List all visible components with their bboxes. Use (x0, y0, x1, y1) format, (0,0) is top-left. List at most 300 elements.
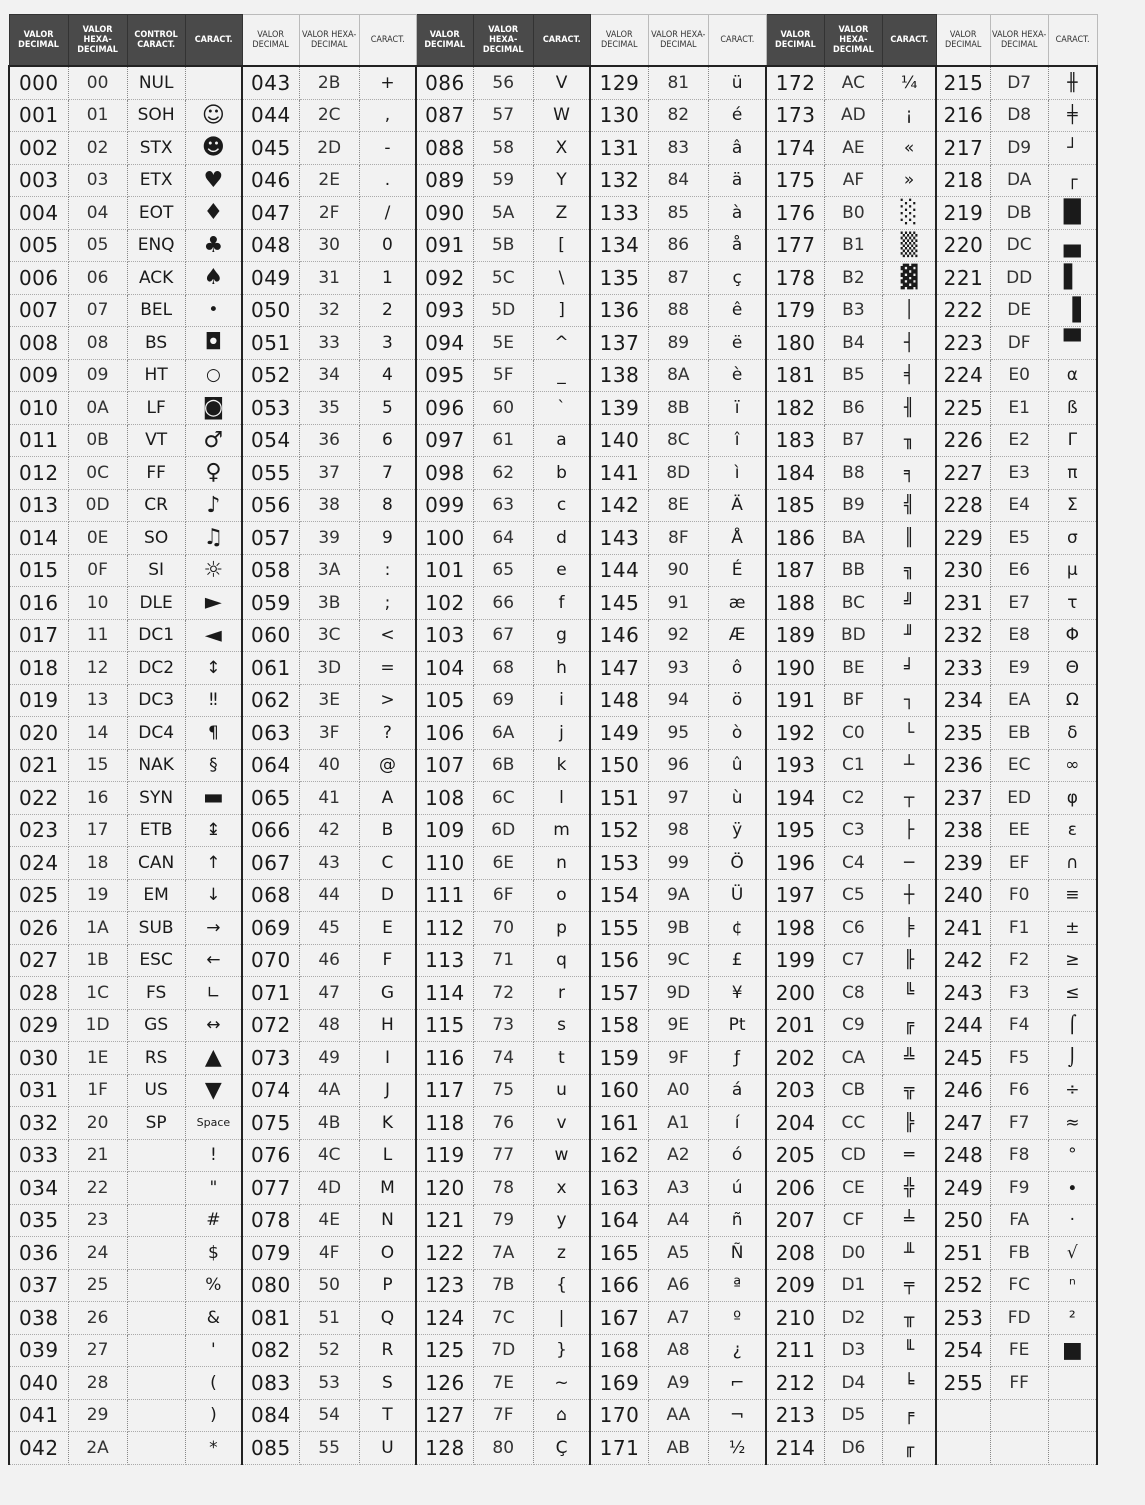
cell-hex: 83 (648, 132, 708, 165)
cell-hex: 58 (473, 132, 533, 165)
cell-hex: DC (990, 229, 1048, 262)
cell-chr: ╢ (882, 392, 936, 425)
cell-chr: ╧ (882, 1204, 936, 1237)
cell-chr: , (359, 99, 416, 132)
cell-dec: 207 (766, 1204, 824, 1237)
cell-dec: 250 (936, 1204, 990, 1237)
cell-chr: ¢ (708, 912, 766, 945)
cell-dec: 068 (242, 879, 299, 912)
cell-dec: 024 (9, 847, 68, 880)
cell-chr: ε (1048, 814, 1097, 847)
cell-chr: ╕ (882, 457, 936, 490)
cell-dec: 191 (766, 684, 824, 717)
cell-chr: Φ (1048, 619, 1097, 652)
cell-chr: π (1048, 457, 1097, 490)
cell-chr: û (708, 749, 766, 782)
cell-ctl: CAN (127, 847, 185, 880)
cell-dec: 165 (590, 1237, 648, 1270)
cell-chr: - (359, 132, 416, 165)
cell-dec: 037 (9, 1269, 68, 1302)
cell-chr: → (185, 912, 242, 945)
cell-dec: 101 (416, 554, 473, 587)
cell-dec: 088 (416, 132, 473, 165)
cell-hex: BB (824, 554, 882, 587)
cell-dec: 064 (242, 749, 299, 782)
cell-chr: ² (1048, 1302, 1097, 1335)
cell-hex: C5 (824, 879, 882, 912)
cell-dec: 205 (766, 1139, 824, 1172)
cell-hex: 50 (299, 1269, 359, 1302)
cell-ctl: GS (127, 1009, 185, 1042)
cell-hex: 0E (68, 522, 127, 555)
cell-hex: FA (990, 1204, 1048, 1237)
cell-hex: 49 (299, 1042, 359, 1075)
cell-hex: D7 (990, 66, 1048, 99)
cell-chr: ▓ (882, 262, 936, 295)
table-row (9, 262, 1097, 295)
cell-hex: 89 (648, 327, 708, 360)
cell-hex: C8 (824, 977, 882, 1010)
cell-hex: 0A (68, 392, 127, 425)
cell-ctl (127, 1399, 185, 1432)
cell-chr: ▌ (1048, 262, 1097, 295)
cell-chr: Space (185, 1107, 242, 1140)
cell-dec: 249 (936, 1172, 990, 1205)
cell-dec: 044 (242, 99, 299, 132)
cell-chr: ë (708, 327, 766, 360)
cell-hex: AE (824, 132, 882, 165)
cell-chr: ÷ (1048, 1074, 1097, 1107)
cell-dec: 184 (766, 457, 824, 490)
cell-ctl: ETB (127, 814, 185, 847)
cell-chr: X (533, 132, 590, 165)
cell-chr: 8 (359, 489, 416, 522)
cell-hex: 05 (68, 229, 127, 262)
cell-chr: r (533, 977, 590, 1010)
cell-chr: Ü (708, 879, 766, 912)
cell-dec: 156 (590, 944, 648, 977)
cell-chr: c (533, 489, 590, 522)
cell-dec: 174 (766, 132, 824, 165)
table-row (9, 587, 1097, 620)
cell-hex: 9D (648, 977, 708, 1010)
cell-chr: E (359, 912, 416, 945)
cell-dec: 124 (416, 1302, 473, 1335)
cell-hex: 65 (473, 554, 533, 587)
cell-hex: 40 (299, 749, 359, 782)
cell-dec: 049 (242, 262, 299, 295)
cell-ctl: DC2 (127, 652, 185, 685)
cell-dec: 005 (9, 229, 68, 262)
cell-dec: 201 (766, 1009, 824, 1042)
cell-dec: 112 (416, 912, 473, 945)
cell-chr: æ (708, 587, 766, 620)
cell-dec: 065 (242, 782, 299, 815)
cell-hex: BC (824, 587, 882, 620)
cell-dec: 147 (590, 652, 648, 685)
cell-dec: 081 (242, 1302, 299, 1335)
cell-dec: 074 (242, 1074, 299, 1107)
table-row (9, 229, 1097, 262)
cell-chr: ú (708, 1172, 766, 1205)
cell-chr: ▒ (882, 229, 936, 262)
cell-hex: C1 (824, 749, 882, 782)
cell-dec: 172 (766, 66, 824, 99)
header-hex-6: VALOR HEXA- DECIMAL (990, 15, 1048, 67)
cell-hex: 5B (473, 229, 533, 262)
cell-hex: 0D (68, 489, 127, 522)
cell-hex: EA (990, 684, 1048, 717)
cell-chr: ┬ (882, 782, 936, 815)
cell-dec: 167 (590, 1302, 648, 1335)
header-hex-1: VALOR HEXA- DECIMAL (68, 15, 127, 67)
cell-hex: DF (990, 327, 1048, 360)
cell-dec: 255 (936, 1367, 990, 1400)
cell-dec: 106 (416, 717, 473, 750)
cell-chr (1048, 1367, 1097, 1400)
table-row (9, 814, 1097, 847)
cell-ctl: EM (127, 879, 185, 912)
cell-hex: 04 (68, 197, 127, 230)
cell-chr: ç (708, 262, 766, 295)
cell-chr: · (1048, 1204, 1097, 1237)
cell-chr: └ (882, 717, 936, 750)
cell-chr: ≡ (1048, 879, 1097, 912)
cell-chr: ^ (533, 327, 590, 360)
cell-hex: 72 (473, 977, 533, 1010)
table-row (9, 1269, 1097, 1302)
cell-dec: 247 (936, 1107, 990, 1140)
cell-hex: F6 (990, 1074, 1048, 1107)
cell-chr: ■ (1048, 1334, 1097, 1367)
cell-hex: 3D (299, 652, 359, 685)
cell-hex: 53 (299, 1367, 359, 1400)
cell-dec: 054 (242, 424, 299, 457)
cell-ctl: ESC (127, 944, 185, 977)
cell-dec: 000 (9, 66, 68, 99)
cell-hex: B2 (824, 262, 882, 295)
cell-dec: 218 (936, 164, 990, 197)
cell-dec: 234 (936, 684, 990, 717)
cell-chr: Æ (708, 619, 766, 652)
cell-chr: ù (708, 782, 766, 815)
cell-dec: 210 (766, 1302, 824, 1335)
cell-ctl: ACK (127, 262, 185, 295)
cell-chr: ♀ (185, 457, 242, 490)
cell-hex: F2 (990, 944, 1048, 977)
table-row (9, 717, 1097, 750)
cell-hex: 9C (648, 944, 708, 977)
cell-chr: ├ (882, 814, 936, 847)
cell-hex: D1 (824, 1269, 882, 1302)
cell-hex: 82 (648, 99, 708, 132)
cell-chr: h (533, 652, 590, 685)
cell-dec: 090 (416, 197, 473, 230)
cell-hex: 6B (473, 749, 533, 782)
cell-hex: A2 (648, 1139, 708, 1172)
cell-chr: l (533, 782, 590, 815)
cell-dec: 145 (590, 587, 648, 620)
cell-dec: 066 (242, 814, 299, 847)
cell-chr: Θ (1048, 652, 1097, 685)
cell-chr: Ç (533, 1432, 590, 1465)
cell-hex: 79 (473, 1204, 533, 1237)
table-row (9, 522, 1097, 555)
cell-chr: t (533, 1042, 590, 1075)
cell-dec: 222 (936, 294, 990, 327)
cell-ctl (127, 1302, 185, 1335)
cell-dec: 099 (416, 489, 473, 522)
cell-chr: ╡ (882, 359, 936, 392)
cell-ctl: STX (127, 132, 185, 165)
cell-chr: G (359, 977, 416, 1010)
cell-chr: i (533, 684, 590, 717)
cell-dec: 067 (242, 847, 299, 880)
cell-dec: 133 (590, 197, 648, 230)
cell-dec: 123 (416, 1269, 473, 1302)
cell-hex: 37 (299, 457, 359, 490)
cell-hex: 1B (68, 944, 127, 977)
cell-hex: 84 (648, 164, 708, 197)
table-row (9, 1399, 1097, 1432)
cell-hex: 68 (473, 652, 533, 685)
cell-dec: 032 (9, 1107, 68, 1140)
cell-dec: 012 (9, 457, 68, 490)
cell-hex: 2D (299, 132, 359, 165)
cell-hex: 7A (473, 1237, 533, 1270)
cell-ctl: BS (127, 327, 185, 360)
cell-chr: µ (1048, 554, 1097, 587)
cell-dec: 159 (590, 1042, 648, 1075)
cell-chr: ♥ (185, 164, 242, 197)
cell-dec: 052 (242, 359, 299, 392)
cell-dec: 113 (416, 944, 473, 977)
cell-chr: º (708, 1302, 766, 1335)
cell-dec: 238 (936, 814, 990, 847)
cell-hex: 9A (648, 879, 708, 912)
cell-chr: ☺ (185, 99, 242, 132)
cell-chr: ╪ (1048, 99, 1097, 132)
cell-hex: BF (824, 684, 882, 717)
cell-chr: ╣ (882, 489, 936, 522)
cell-chr: d (533, 522, 590, 555)
cell-hex: 8A (648, 359, 708, 392)
cell-hex: 92 (648, 619, 708, 652)
cell-chr: 5 (359, 392, 416, 425)
cell-dec: 063 (242, 717, 299, 750)
cell-chr: ⌐ (708, 1367, 766, 1400)
cell-chr: ╖ (882, 424, 936, 457)
cell-dec: 213 (766, 1399, 824, 1432)
cell-dec: 002 (9, 132, 68, 165)
cell-chr: ) (185, 1399, 242, 1432)
cell-hex: 61 (473, 424, 533, 457)
cell-hex: 42 (299, 814, 359, 847)
cell-dec: 121 (416, 1204, 473, 1237)
cell-ctl: VT (127, 424, 185, 457)
cell-chr: ╛ (882, 652, 936, 685)
cell-dec: 093 (416, 294, 473, 327)
cell-chr (185, 66, 242, 99)
cell-dec: 085 (242, 1432, 299, 1465)
cell-dec: 137 (590, 327, 648, 360)
cell-hex: 44 (299, 879, 359, 912)
cell-hex: 8F (648, 522, 708, 555)
table-row (9, 392, 1097, 425)
cell-dec: 038 (9, 1302, 68, 1335)
cell-hex: 24 (68, 1237, 127, 1270)
cell-hex: 16 (68, 782, 127, 815)
cell-hex: CA (824, 1042, 882, 1075)
cell-hex: 21 (68, 1139, 127, 1172)
cell-chr: α (1048, 359, 1097, 392)
cell-hex: CE (824, 1172, 882, 1205)
cell-chr: ╥ (882, 1302, 936, 1335)
cell-chr: ± (1048, 912, 1097, 945)
cell-dec: 231 (936, 587, 990, 620)
cell-dec (936, 1432, 990, 1465)
cell-dec: 161 (590, 1107, 648, 1140)
cell-dec: 126 (416, 1367, 473, 1400)
table-row (9, 652, 1097, 685)
cell-dec: 007 (9, 294, 68, 327)
cell-chr: f (533, 587, 590, 620)
cell-chr: ò (708, 717, 766, 750)
cell-hex: 13 (68, 684, 127, 717)
cell-hex: 94 (648, 684, 708, 717)
cell-chr: ╚ (882, 977, 936, 1010)
cell-ctl: NUL (127, 66, 185, 99)
cell-hex: E3 (990, 457, 1048, 490)
cell-dec: 083 (242, 1367, 299, 1400)
cell-dec: 022 (9, 782, 68, 815)
cell-dec: 042 (9, 1432, 68, 1465)
cell-chr: " (185, 1172, 242, 1205)
cell-dec: 226 (936, 424, 990, 457)
cell-chr: â (708, 132, 766, 165)
cell-hex: 8E (648, 489, 708, 522)
cell-hex: 4A (299, 1074, 359, 1107)
cell-chr: ' (185, 1334, 242, 1367)
cell-chr: ½ (708, 1432, 766, 1465)
cell-dec: 212 (766, 1367, 824, 1400)
cell-hex: BD (824, 619, 882, 652)
header-chr-5: CARACT. (882, 15, 936, 67)
cell-dec: 233 (936, 652, 990, 685)
cell-hex: C3 (824, 814, 882, 847)
cell-chr: j (533, 717, 590, 750)
cell-chr: £ (708, 944, 766, 977)
table-row (9, 164, 1097, 197)
cell-hex: 6E (473, 847, 533, 880)
cell-chr: ╙ (882, 1334, 936, 1367)
cell-chr: δ (1048, 717, 1097, 750)
cell-dec: 108 (416, 782, 473, 815)
cell-dec: 089 (416, 164, 473, 197)
cell-dec: 092 (416, 262, 473, 295)
cell-dec: 097 (416, 424, 473, 457)
cell-dec: 163 (590, 1172, 648, 1205)
cell-chr: # (185, 1204, 242, 1237)
cell-ctl: CR (127, 489, 185, 522)
cell-dec: 230 (936, 554, 990, 587)
cell-hex: 8D (648, 457, 708, 490)
cell-ctl (127, 1237, 185, 1270)
cell-dec: 171 (590, 1432, 648, 1465)
cell-dec: 220 (936, 229, 990, 262)
cell-chr: ♣ (185, 229, 242, 262)
cell-dec: 029 (9, 1009, 68, 1042)
cell-hex: 6F (473, 879, 533, 912)
cell-hex: E9 (990, 652, 1048, 685)
cell-hex: 63 (473, 489, 533, 522)
cell-dec: 243 (936, 977, 990, 1010)
cell-dec: 151 (590, 782, 648, 815)
cell-hex: 87 (648, 262, 708, 295)
cell-dec: 232 (936, 619, 990, 652)
header-row (9, 15, 1097, 67)
cell-chr: ? (359, 717, 416, 750)
header-dec-4: VALOR DECIMAL (590, 15, 648, 67)
cell-hex: A5 (648, 1237, 708, 1270)
cell-hex (990, 1399, 1048, 1432)
header-hex-5: VALOR HEXA- DECIMAL (824, 15, 882, 67)
cell-dec: 095 (416, 359, 473, 392)
cell-dec: 003 (9, 164, 68, 197)
cell-dec: 194 (766, 782, 824, 815)
table-row (9, 457, 1097, 490)
cell-hex: FD (990, 1302, 1048, 1335)
cell-dec: 178 (766, 262, 824, 295)
table-row (9, 1334, 1097, 1367)
cell-dec: 225 (936, 392, 990, 425)
cell-hex: DD (990, 262, 1048, 295)
cell-hex: F3 (990, 977, 1048, 1010)
cell-hex: EF (990, 847, 1048, 880)
cell-dec: 130 (590, 99, 648, 132)
cell-dec: 155 (590, 912, 648, 945)
cell-hex: 08 (68, 327, 127, 360)
cell-dec: 188 (766, 587, 824, 620)
cell-ctl: DC1 (127, 619, 185, 652)
cell-hex: 78 (473, 1172, 533, 1205)
cell-hex: 09 (68, 359, 127, 392)
cell-dec: 061 (242, 652, 299, 685)
cell-dec: 183 (766, 424, 824, 457)
cell-dec: 193 (766, 749, 824, 782)
cell-chr: N (359, 1204, 416, 1237)
cell-chr: ] (533, 294, 590, 327)
cell-chr: τ (1048, 587, 1097, 620)
cell-chr: ƒ (708, 1042, 766, 1075)
cell-hex: 30 (299, 229, 359, 262)
cell-chr: ► (185, 587, 242, 620)
cell-chr: É (708, 554, 766, 587)
cell-hex: F1 (990, 912, 1048, 945)
cell-dec: 009 (9, 359, 68, 392)
cell-chr: Σ (1048, 489, 1097, 522)
cell-chr: ñ (708, 1204, 766, 1237)
cell-hex: 35 (299, 392, 359, 425)
cell-chr: ; (359, 587, 416, 620)
cell-dec: 033 (9, 1139, 68, 1172)
cell-hex: 3E (299, 684, 359, 717)
table-row (9, 782, 1097, 815)
cell-chr: ¶ (185, 717, 242, 750)
cell-dec: 224 (936, 359, 990, 392)
cell-chr: x (533, 1172, 590, 1205)
cell-chr: Y (533, 164, 590, 197)
